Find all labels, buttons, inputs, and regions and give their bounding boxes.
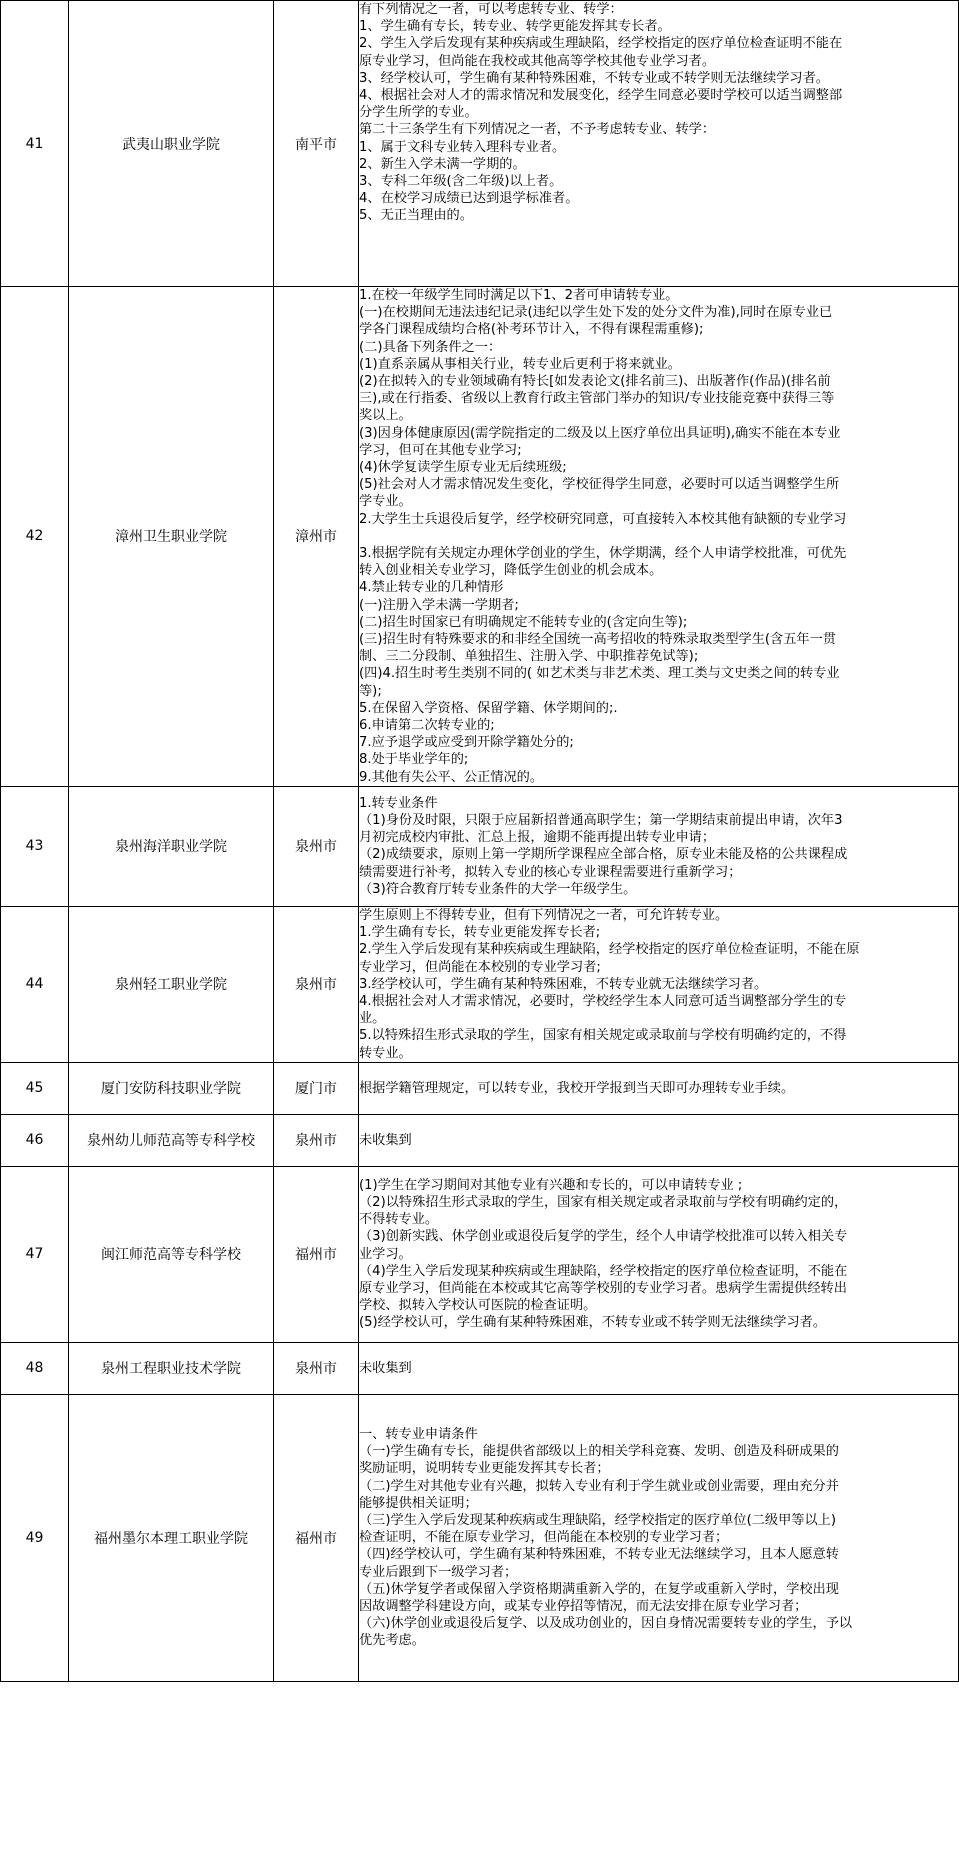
city-name: 泉州市 (274, 1114, 359, 1166)
policy-line: （六)休学创业或退役后复学、以及成功创业的，因自身情况需要转专业的学生，予以 (359, 1616, 853, 1632)
policy-line: (一)在校期间无违法违纪记录(违纪以学生处下发的处分文件为准),同时在原专业已 (359, 305, 833, 321)
policy-line: 2、学生入学后发现有某种疾病或生理缺陷，经学校指定的医疗单位检查证明不能在 (359, 36, 843, 52)
policy-line: 等); (359, 683, 382, 699)
policy-line: 奖励证明，说明转专业更能发挥其专长者； (359, 1461, 610, 1477)
table-row (1, 1114, 959, 1166)
school-name: 漳州卫生职业学院 (69, 287, 274, 787)
policy-line: 学各门课程成绩均合格(补考环节计入，不得有课程需重修); (359, 322, 704, 338)
policy-line: （2)以特殊招生形式录取的学生，国家有相关规定或者录取前与学校有明确约定的， (359, 1195, 848, 1210)
school-name: 厦门安防科技职业学院 (69, 1062, 274, 1114)
policy-line: 4、在校学习成绩已达到退学标准者。 (359, 191, 579, 207)
policy-text (359, 1114, 959, 1166)
policy-line: 原专业学习，但尚能在本校或其它高等学校别的专业学习者。患病学生需提供经转出 (359, 1281, 847, 1297)
policy-text (359, 906, 959, 1062)
policy-line: (5)社会对人才需求情况发生变化，学校征得学生同意，必要时可以适当调整学生所 (359, 477, 840, 493)
policy-line: (一)注册入学未满一学期者; (359, 597, 519, 613)
policy-line: 有下列情况之一者，可以考虑转专业、转学： (359, 2, 623, 17)
policy-line: 专业学习，但尚能在本校别的专业学习者; (359, 959, 601, 975)
row-number: 46 (1, 1114, 69, 1166)
policy-line: 1、属于文科专业转入理科专业者。 (359, 139, 566, 155)
policy-line: 检查证明，不能在原专业学习，但尚能在本校别的专业学习者； (359, 1530, 729, 1546)
policy-line: 未收集到 (359, 1132, 412, 1148)
policy-line: （三)学生入学后发现某种疾病或生理缺陷，经学校指定的医疗单位(二级甲等以上) (359, 1512, 836, 1528)
policy-line: 能够提供相关证明； (359, 1495, 478, 1511)
policy-line: (2)在拟转入的专业领域确有特长[如发表论文(排名前三)、出版著作(作品)(排名前 (359, 374, 831, 390)
policy-line: (1)学生在学习期间对其他专业有兴趣和专长的，可以申请转专业 ; (359, 1177, 743, 1193)
table-row (1, 786, 959, 906)
policy-line: (二)具备下列条件之一： (359, 339, 502, 355)
policy-line: 分学生所学的专业。 (359, 105, 478, 121)
policy-text (359, 1062, 959, 1114)
school-name: 泉州轻工职业学院 (69, 906, 274, 1062)
policy-line: 专业后跟到下一级学习者； (359, 1564, 518, 1580)
policy-text (359, 1, 959, 287)
city-name: 南平市 (274, 1, 359, 287)
policy-line: (1)直系亲属从事相关行业，转专业后更利于将来就业。 (359, 356, 681, 372)
policy-line: (5)经学校认可，学生确有某种特殊困难，不转专业或不转学则无法继续学习者。 (359, 1315, 827, 1331)
policy-line: 转专业。 (359, 1045, 412, 1061)
policy-line: 业。 (359, 1011, 386, 1027)
school-name: 闽江师范高等专科学校 (69, 1166, 274, 1342)
policy-line: 业学习。 (359, 1246, 412, 1262)
school-name: 泉州幼儿师范高等专科学校 (69, 1114, 274, 1166)
policy-line: 3、专科二年级(含二年级)以上者。 (359, 174, 563, 190)
policy-line: 制、三二分段制、单独招生、注册入学、中职推荐免试等); (359, 649, 699, 665)
table-row (1, 1, 959, 287)
policy-line: 1.在校一年级学生同时满足以下1、2者可申请转专业。 (359, 288, 679, 303)
policy-line (359, 528, 958, 545)
policy-line: (二)招生时国家已有明确规定不能转专业的(含定向生等); (359, 614, 688, 630)
row-number: 45 (1, 1062, 69, 1114)
city-name: 福州市 (274, 1394, 359, 1681)
policy-line: （四)经学校认可，学生确有某种特殊困难，不转专业无法继续学习，且本人愿意转 (359, 1547, 839, 1563)
policy-line: （二)学生对其他专业有兴趣，拟转入专业有利于学生就业或创业需要，理由充分并 (359, 1478, 839, 1494)
policy-line: 5.在保留入学资格、保留学籍、休学期间的;. (359, 700, 618, 716)
policy-line: 学校、拟转入学校认可医院的检查证明。 (359, 1298, 597, 1314)
row-number: 48 (1, 1342, 69, 1394)
policy-line: 原专业学习，但尚能在我校或其他高等学校其他专业学习者。 (359, 53, 716, 69)
table-row (1, 287, 959, 787)
policy-text (359, 786, 959, 906)
policy-line: (4)休学复读学生原专业无后续班级; (359, 460, 567, 476)
policy-line: 绩需要进行补考，拟转入专业的核心专业课程需要进行重新学习； (359, 864, 742, 880)
policy-line: 5.以特殊招生形式录取的学生，国家有相关规定或录取前与学校有明确约定的，不得 (359, 1028, 847, 1044)
policy-line: 第二十三条学生有下列情况之一者，不予考虑转专业、转学： (359, 122, 716, 138)
policy-line: 4、根据社会对人才的需求情况和发展变化，经学生同意必要时学校可以适当调整部 (359, 88, 843, 104)
row-number: 41 (1, 1, 69, 287)
school-name: 泉州工程职业技术学院 (69, 1342, 274, 1394)
policy-text (359, 287, 959, 787)
policy-line: 3、经学校认可，学生确有某种特殊困难，不转专业或不转学则无法继续学习者。 (359, 70, 829, 86)
policy-line: 月初完成校内审批、汇总上报，逾期不能再提出转专业申请； (359, 830, 716, 846)
table-row (1, 1166, 959, 1342)
city-name: 泉州市 (274, 1342, 359, 1394)
policy-line: （4)学生入学后发现某种疾病或生理缺陷，经学校指定的医疗单位检查证明，不能在 (359, 1263, 848, 1279)
policy-line: 9.其他有失公平、公正情况的。 (359, 769, 544, 785)
city-name: 厦门市 (274, 1062, 359, 1114)
policy-text (359, 1166, 959, 1342)
policy-line: （五)休学复学者或保留入学资格期满重新入学的，在复学或重新入学时，学校出现 (359, 1581, 839, 1597)
city-name: 福州市 (274, 1166, 359, 1342)
school-name: 泉州海洋职业学院 (69, 786, 274, 906)
table-row (1, 1342, 959, 1394)
policy-line: (三)招生时有特殊要求的和非经全国统一高考招收的特殊录取类型学生(含五年一贯 (359, 632, 836, 648)
policy-line: 转入创业相关专业学习，降低学生创业的机会成本。 (359, 563, 663, 579)
row-number: 43 (1, 786, 69, 906)
policy-line: 奖以上。 (359, 408, 412, 424)
policy-line: 未收集到 (359, 1360, 412, 1376)
row-number: 44 (1, 906, 69, 1062)
policy-line: 5、无正当理由的。 (359, 208, 473, 224)
policy-line: 不得转专业。 (359, 1212, 439, 1228)
policy-line: 8.处于毕业学年的; (359, 752, 469, 768)
city-name: 漳州市 (274, 287, 359, 787)
policy-line: 三),或在行指委、省级以上教育行政主管部门举办的知识/专业技能竞赛中获得三等 (359, 391, 835, 407)
policy-line: 2.学生入学后发现有某种疾病或生理缺陷，经学校指定的医疗单位检查证明，不能在原 (359, 942, 860, 958)
policy-line: （1)身份及时限，只限于应届新招普通高职学生；第一学期结束前提出申请，次年3 (359, 812, 843, 828)
table-row (1, 1394, 959, 1681)
policy-line: （一)学生确有专长，能提供省部级以上的相关学科竞赛、发明、创造及科研成果的 (359, 1444, 839, 1460)
policy-line: (3)因身体健康原因(需学院指定的二级及以上医疗单位出具证明),确实不能在本专业 (359, 425, 841, 441)
row-number: 42 (1, 287, 69, 787)
policy-line: 4.根据社会对人才需求情况，必要时，学校经学生本人同意可适当调整部分学生的专 (359, 993, 847, 1009)
city-name: 泉州市 (274, 906, 359, 1062)
table-row (1, 906, 959, 1062)
city-name: 泉州市 (274, 786, 359, 906)
policy-line: 4.禁止转专业的几种情形 (359, 580, 504, 596)
policy-line: 根据学籍管理规定，可以转专业，我校开学报到当天即可办理转专业手续。 (359, 1080, 795, 1096)
policy-line: （3)创新实践、休学创业或退役后复学的学生，经个人申请学校批准可以转入相关专 (359, 1229, 848, 1245)
policy-line: (四)4.招生时考生类别不同的( 如艺术类与非艺术类、理工类与文史类之间的转专业 (359, 666, 840, 682)
policy-line: 因故调整学科建设方向，或某专业停招等情况，而无法安排在原专业学习者； (359, 1598, 808, 1614)
policy-line: 学专业。 (359, 494, 412, 510)
row-number: 49 (1, 1394, 69, 1681)
policy-line: 6.申请第二次转专业的; (359, 718, 495, 734)
policy-line: 1、学生确有专长，转专业、转学更能发挥其专长者。 (359, 19, 671, 35)
policy-line: 学习，但可在其他专业学习; (359, 442, 522, 458)
policy-text (359, 1342, 959, 1394)
policy-line: 3.根据学院有关规定办理休学创业的学生，休学期满，经个人申请学校批准，可优先 (359, 546, 847, 562)
school-name: 福州墨尔本理工职业学院 (69, 1394, 274, 1681)
policy-line: （2)成绩要求，原则上第一学期所学课程应全部合格，原专业未能及格的公共课程成 (359, 847, 848, 863)
policy-line: 1.转专业条件 (359, 795, 438, 811)
policy-line: 优先考虑。 (359, 1633, 425, 1649)
school-name: 武夷山职业学院 (69, 1, 274, 287)
policy-line: 一、转专业申请条件 (359, 1426, 478, 1442)
policy-line: 1.学生确有专长，转专业更能发挥专长者; (359, 925, 601, 941)
policy-text (359, 1394, 959, 1681)
policy-line: 学生原则上不得转专业，但有下列情况之一者，可允许转专业。 (359, 907, 729, 923)
policy-line: （3)符合教育厅转专业条件的大学一年级学生。 (359, 881, 637, 897)
policy-line: 2.大学生士兵退役后复学，经学校研究同意，可直接转入本校其他有缺额的专业学习 (359, 511, 847, 527)
policy-line: 7.应予退学或应受到开除学籍处分的; (359, 735, 574, 751)
table-row (1, 1062, 959, 1114)
row-number: 47 (1, 1166, 69, 1342)
policy-line: 3.经学校认可，学生确有某种特殊困难，不转专业就无法继续学习者。 (359, 976, 768, 992)
policy-line: 2、新生入学未满一学期的。 (359, 156, 526, 172)
